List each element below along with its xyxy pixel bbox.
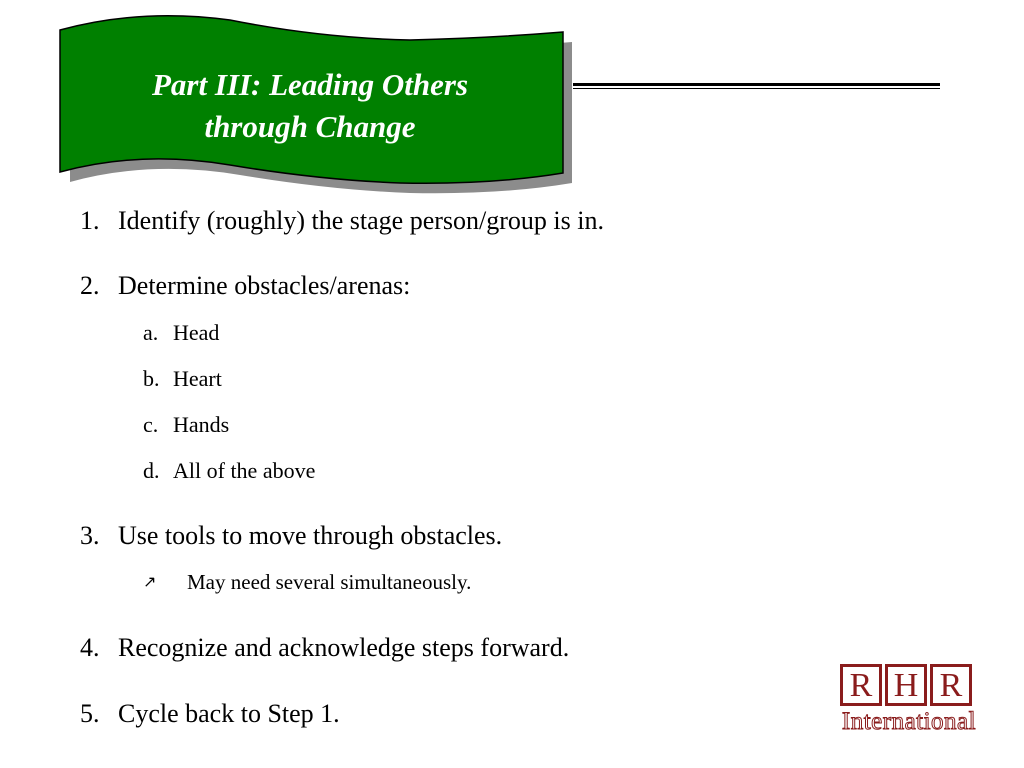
- arena-text: Heart: [173, 366, 222, 391]
- step-number: 2.: [80, 271, 100, 300]
- title-rule-thin: [573, 88, 940, 89]
- title-rule: [573, 83, 940, 86]
- step-5: [80, 699, 340, 729]
- step-text: Cycle back to Step 1.: [118, 699, 340, 728]
- step-number: 5.: [80, 699, 100, 728]
- tool-note-text: May need several simultaneously.: [187, 570, 472, 594]
- logo-wordmark: International: [841, 708, 977, 735]
- logo-letter-h: H: [885, 664, 927, 706]
- arena-text: Head: [173, 320, 220, 345]
- step-text: Use tools to move through obstacles.: [118, 521, 503, 550]
- arena-text: Hands: [173, 412, 230, 437]
- step-3: [80, 521, 502, 551]
- step-number: 3.: [80, 521, 100, 550]
- slide-title: [100, 64, 520, 148]
- slide-title-line2: through Change: [204, 109, 416, 144]
- rhr-logo: [840, 664, 980, 744]
- step-2: [80, 271, 410, 301]
- arena-letter: c.: [143, 412, 159, 437]
- arena-text: All of the above: [173, 458, 316, 483]
- step-text: Recognize and acknowledge steps forward.: [118, 633, 570, 662]
- arena-letter: a.: [143, 320, 159, 345]
- step-number: 1.: [80, 206, 100, 235]
- arena-letter: b.: [143, 366, 160, 391]
- arena-item-all: [143, 458, 315, 484]
- arena-item-hands: [143, 412, 229, 438]
- arena-item-heart: [143, 366, 222, 392]
- arena-letter: d.: [143, 458, 160, 483]
- arena-item-head: [143, 320, 219, 346]
- logo-letter-boxes: [840, 664, 980, 706]
- slide-title-line1: Part III: Leading Others: [151, 67, 469, 102]
- logo-letter-r2: R: [930, 664, 972, 706]
- logo-letter-r1: R: [840, 664, 882, 706]
- step-text: Identify (roughly) the stage person/group is in.: [118, 206, 604, 235]
- step-number: 4.: [80, 633, 100, 662]
- step-1: [80, 206, 604, 236]
- tool-note: [143, 570, 471, 595]
- step-4: [80, 633, 569, 663]
- arrow-up-right-icon: ↗: [143, 572, 157, 591]
- step-text: Determine obstacles/arenas:: [118, 271, 411, 300]
